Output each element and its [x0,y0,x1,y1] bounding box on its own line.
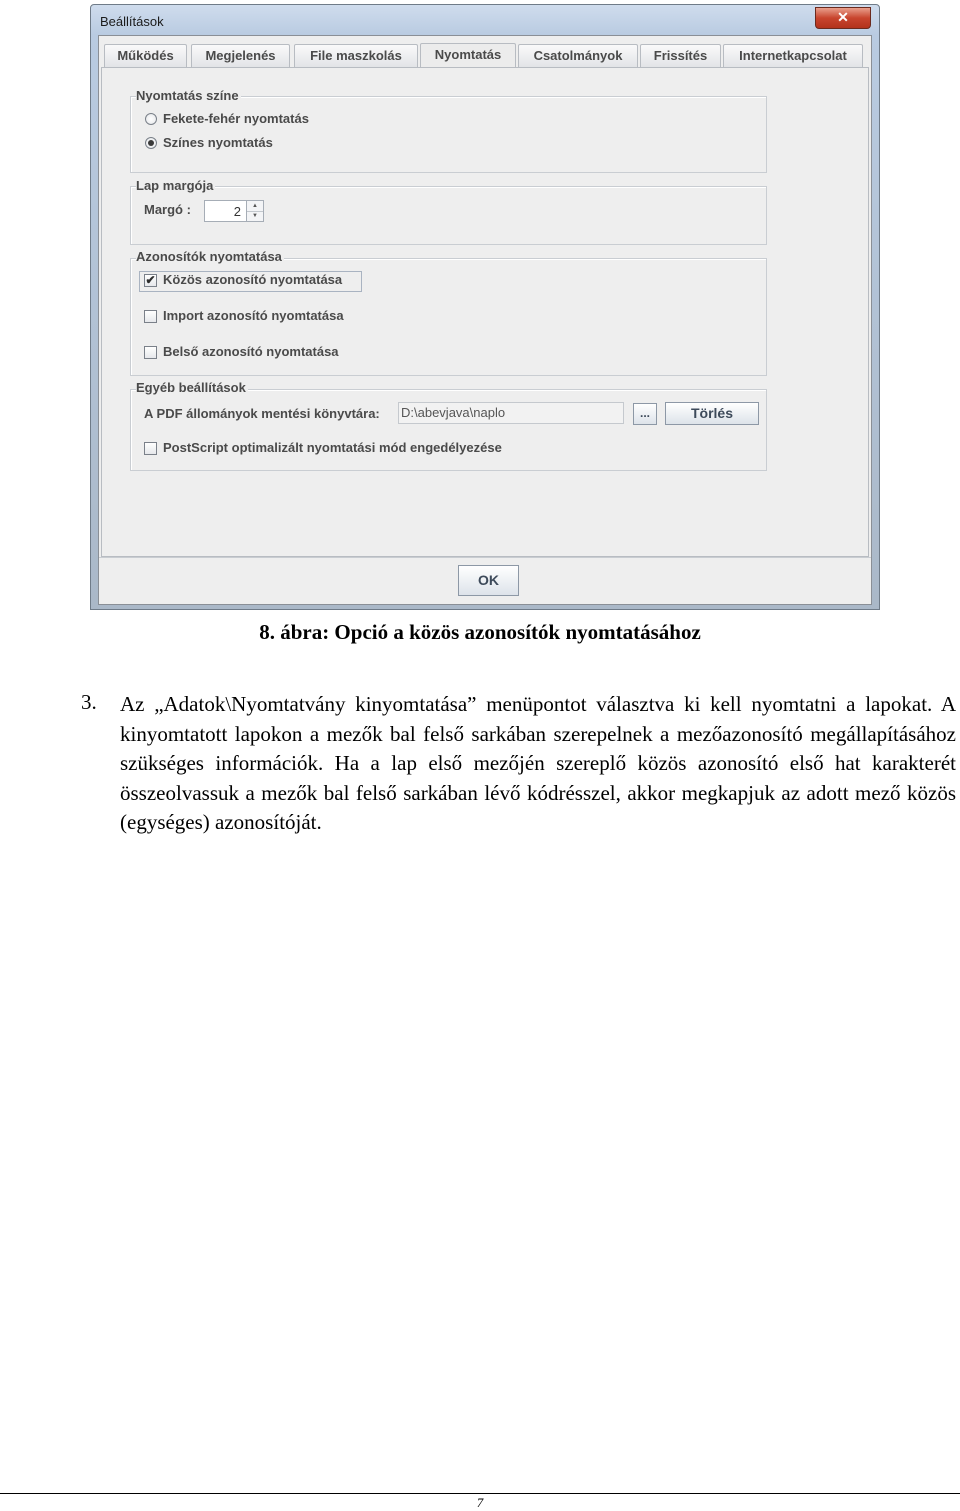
tab-megjelenes[interactable]: Megjelenés [191,44,290,67]
footer-rule [0,1493,960,1494]
page-margin-group-title: Lap margója [136,178,214,193]
close-button[interactable]: ✕ [815,7,871,29]
tab-nyomtatas[interactable]: Nyomtatás [420,43,516,68]
checkbox-common-id-label[interactable]: Közös azonosító nyomtatása [163,272,343,287]
window-title: Beállítások [100,14,164,29]
spinner-up-icon[interactable]: ▲ [252,203,258,209]
settings-dialog [90,4,880,610]
spinner-down-icon[interactable]: ▼ [247,211,263,221]
list-item-number: 3. [81,690,97,714]
title-bar[interactable] [91,5,879,35]
radio-black-white-label[interactable]: Fekete-fehér nyomtatás [163,111,309,126]
dialog-content [98,35,872,605]
other-settings-group-title: Egyéb beállítások [136,380,246,395]
tab-panel-nyomtatas [101,67,869,557]
button-bar-separator [99,557,871,558]
tab-mukodes[interactable]: Működés [104,44,187,67]
page-number: 7 [476,1495,484,1510]
checkbox-internal-id[interactable] [144,346,157,359]
margin-spinner[interactable] [204,200,264,222]
checkbox-import-id-label[interactable]: Import azonosító nyomtatása [163,308,344,323]
checkbox-import-id[interactable] [144,310,157,323]
browse-button[interactable]: ... [633,403,657,425]
checkbox-common-id[interactable]: ✔ [145,273,156,287]
radio-selected-dot [148,140,154,146]
tab-csatolmanyok[interactable]: Csatolmányok [518,44,638,67]
spinner-arrows [246,201,263,221]
body-paragraph: Az „Adatok\Nyomtatvány kinyomtatása” menüpontot választva ki kell nyomtatni a lapokat. A kinyomtatott lapokon a mezők bal felső sarkában szerepelnek a mezőazonosító megállapításához szükséges információk. Ha a lap első mezőjén szereplő közös azonosító első hat karakterét összeolvassuk a mezők bal felső sarkában lévő kódrésszel, akkor megkapjuk az adott mező közös (egységes) azonosítóját. [120,692,956,834]
checkbox-postscript[interactable] [144,442,157,455]
print-color-group-title: Nyomtatás színe [136,88,239,103]
tab-file-maszkolas[interactable]: File maszkolás [294,44,418,67]
clear-button[interactable]: Törlés [665,402,759,425]
margin-label: Margó : [144,202,191,217]
radio-color-label[interactable]: Színes nyomtatás [163,135,273,150]
radio-color[interactable] [145,137,157,149]
tab-frissites[interactable]: Frissítés [640,44,721,67]
pdf-folder-field[interactable]: D:\abevjava\naplo [398,402,624,424]
pdf-folder-label: A PDF állományok mentési könyvtára: [144,406,380,421]
checkbox-postscript-label[interactable]: PostScript optimalizált nyomtatási mód engedélyezése [163,440,502,455]
figure-caption: 8. ábra: Opció a közös azonosítók nyomtatásához [259,620,701,644]
ok-button[interactable]: OK [458,565,519,596]
checkbox-internal-id-label[interactable]: Belső azonosító nyomtatása [163,344,339,359]
tab-internetkapcsolat[interactable]: Internetkapcsolat [723,44,863,67]
radio-black-white[interactable] [145,113,157,125]
margin-value[interactable]: 2 [233,204,241,219]
identifier-print-group-title: Azonosítók nyomtatása [136,249,282,264]
